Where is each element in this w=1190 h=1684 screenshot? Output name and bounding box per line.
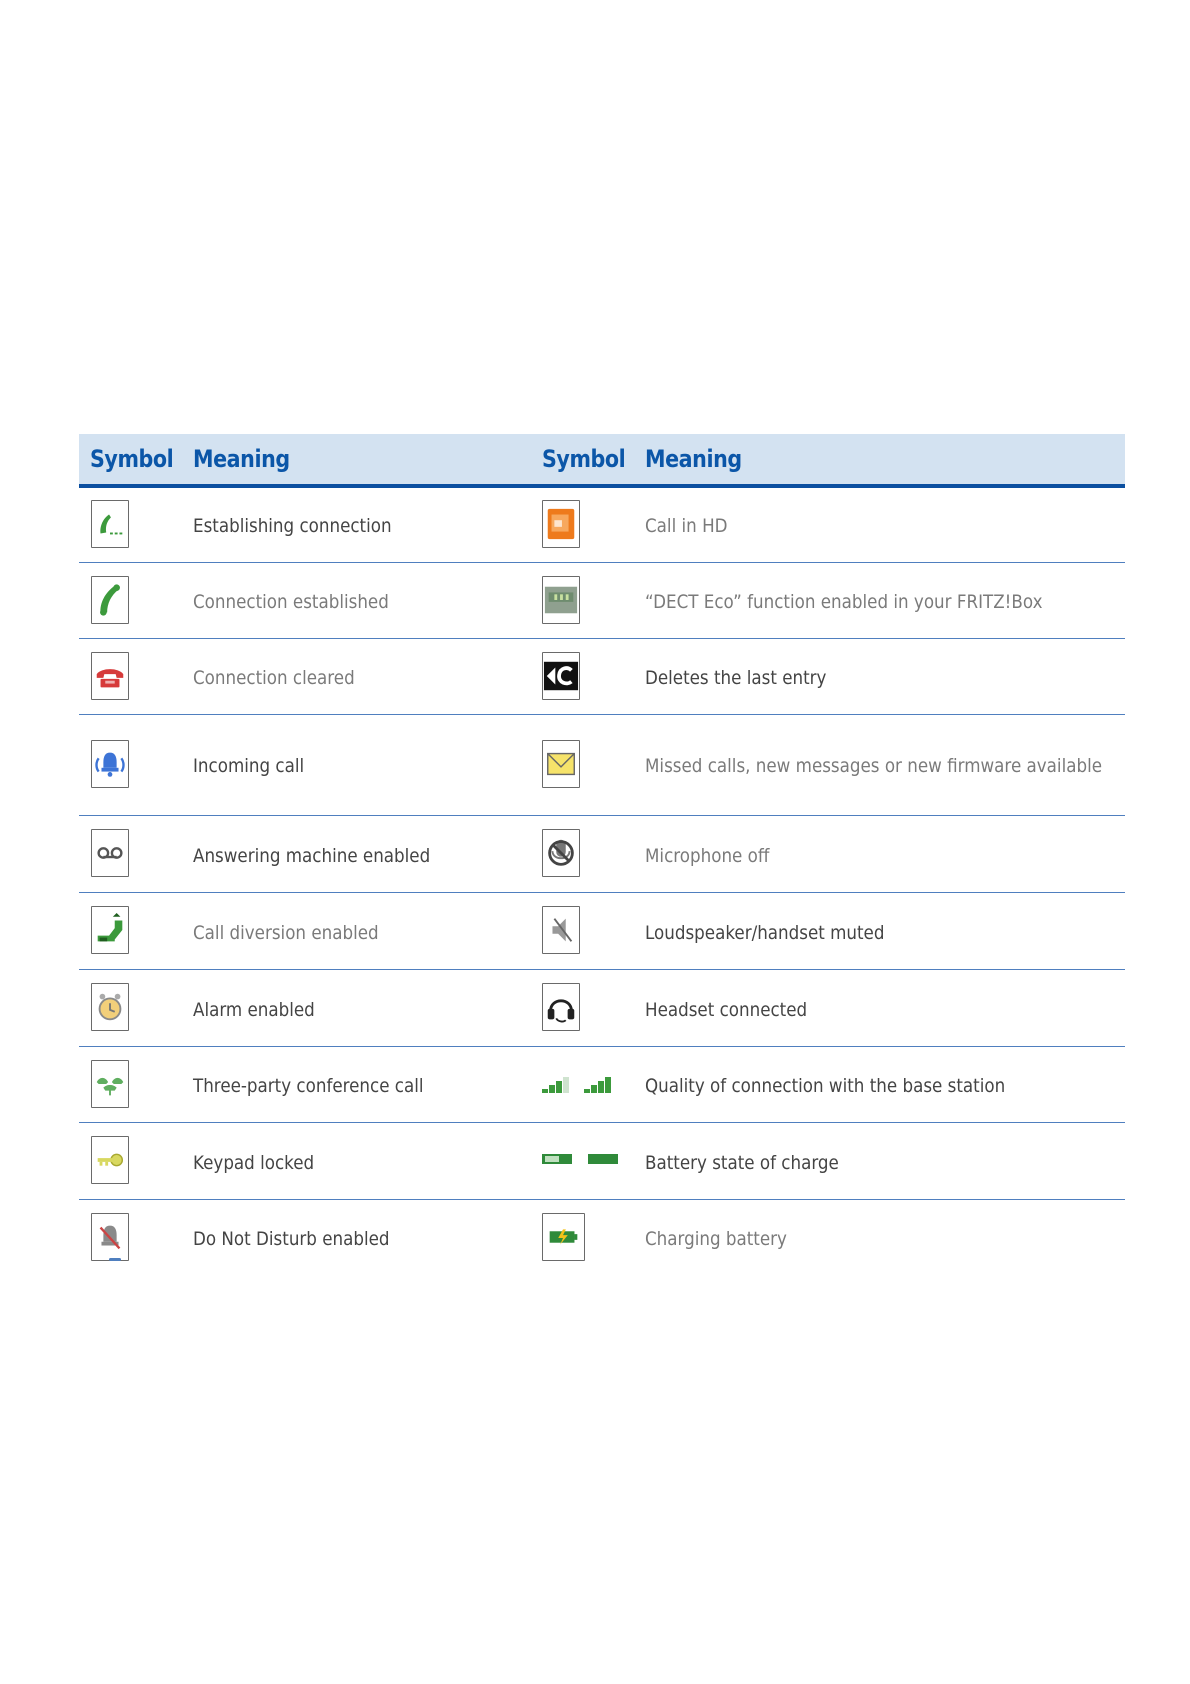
conference-call-icon: [91, 1060, 129, 1108]
meaning-text: Battery state of charge: [645, 1152, 839, 1174]
meaning-text: Establishing connection: [193, 515, 392, 537]
do-not-disturb-icon: [91, 1213, 129, 1261]
incoming-call-icon: [91, 740, 129, 788]
meaning-text: Charging battery: [645, 1228, 787, 1250]
stray-mark: [109, 1258, 121, 1261]
table-row: [79, 1123, 1125, 1200]
table-header: [79, 434, 1125, 488]
connection-cleared-icon: [91, 652, 129, 700]
charging-battery-icon: [542, 1213, 585, 1261]
establishing-connection-icon: [91, 500, 129, 548]
meaning-text: Connection cleared: [193, 667, 355, 689]
meaning-text: Answering machine enabled: [193, 845, 431, 867]
table-row: [79, 488, 1125, 563]
meaning-text: Call in HD: [645, 515, 728, 537]
meaning-text: Connection established: [193, 591, 389, 613]
meaning-text: Missed calls, new messages or new firmware available: [645, 755, 1103, 777]
call-diversion-icon: [91, 906, 129, 954]
table-row: [79, 893, 1125, 970]
table-row: [79, 1200, 1125, 1276]
meaning-text: Do Not Disturb enabled: [193, 1228, 390, 1250]
table-row: [79, 1047, 1125, 1123]
header-meaning-1: Meaning: [193, 445, 290, 473]
header-symbol-1: Symbol: [90, 445, 174, 473]
speaker-muted-icon: [542, 906, 580, 954]
microphone-off-icon: [542, 829, 580, 877]
meaning-text: Quality of connection with the base station: [645, 1075, 1006, 1097]
signal-strength-icon: [542, 1073, 616, 1095]
meaning-text: Keypad locked: [193, 1152, 315, 1174]
table-row: [79, 715, 1125, 816]
meaning-text: Three-party conference call: [193, 1075, 424, 1097]
delete-entry-icon: [542, 652, 580, 700]
headset-icon: [542, 983, 580, 1031]
meaning-text: “DECT Eco” function enabled in your FRITZ!Box: [645, 591, 1043, 613]
call-in-hd-icon: [542, 500, 580, 548]
envelope-icon: [542, 740, 580, 788]
table-row: [79, 639, 1125, 715]
connection-established-icon: [91, 576, 129, 624]
header-meaning-2: Meaning: [645, 445, 742, 473]
meaning-text: Loudspeaker/handset muted: [645, 922, 885, 944]
dect-eco-icon: [542, 576, 580, 624]
meaning-text: Call diversion enabled: [193, 922, 379, 944]
meaning-text: Incoming call: [193, 755, 305, 777]
table-row: [79, 816, 1125, 893]
symbol-table: [79, 434, 1125, 1276]
alarm-clock-icon: [91, 983, 129, 1031]
table-row: [79, 970, 1125, 1047]
answering-machine-icon: [91, 829, 129, 877]
header-symbol-2: Symbol: [542, 445, 626, 473]
meaning-text: Alarm enabled: [193, 999, 315, 1021]
meaning-text: Deletes the last entry: [645, 667, 827, 689]
meaning-text: Microphone off: [645, 845, 770, 867]
key-lock-icon: [91, 1136, 129, 1184]
battery-icon: [542, 1151, 618, 1167]
table-row: [79, 563, 1125, 639]
meaning-text: Headset connected: [645, 999, 808, 1021]
